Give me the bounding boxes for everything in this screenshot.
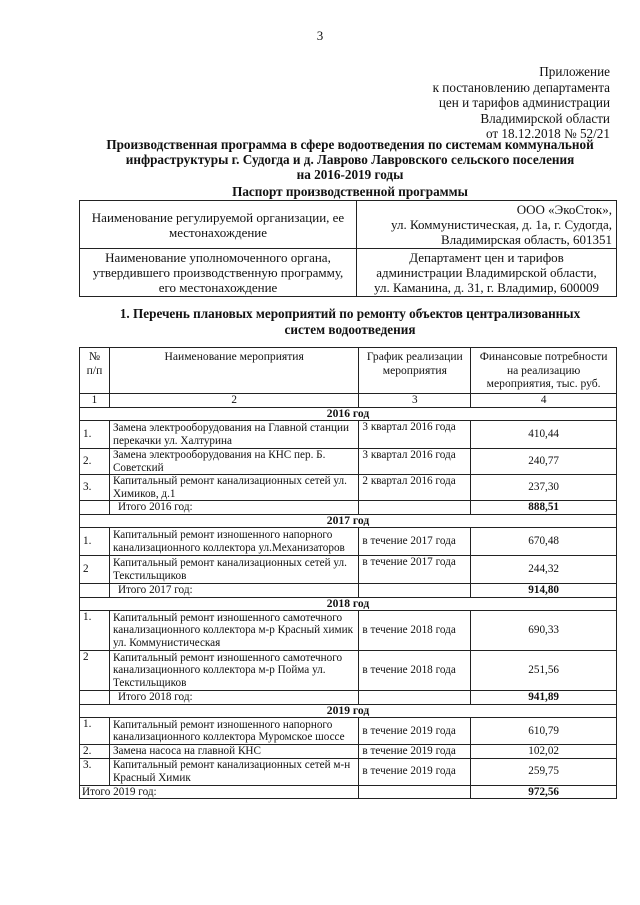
passport-heading: Паспорт производственной программы xyxy=(232,184,468,199)
total-empty-cell xyxy=(359,501,471,515)
passport-table xyxy=(79,200,617,297)
row-number: 1. xyxy=(80,421,110,449)
row-number: 3. xyxy=(80,475,110,501)
row-amount: 237,30 xyxy=(471,475,617,501)
row-number: 2. xyxy=(80,745,110,759)
row-name: Замена электрооборудования на КНС пер. Б. Советский xyxy=(109,449,358,475)
passport-value-line: Департамент цен и тарифов xyxy=(409,250,564,265)
total-row xyxy=(80,501,617,515)
document-title xyxy=(80,137,620,183)
year-label: 2019 год xyxy=(80,704,617,718)
row-schedule: 3 квартал 2016 года xyxy=(359,449,471,475)
passport-value-line: Владимирская область, 601351 xyxy=(441,232,612,247)
table-row xyxy=(80,611,617,651)
year-label: 2018 год xyxy=(80,597,617,611)
row-schedule: в течение 2019 года xyxy=(359,745,471,759)
column-number-row xyxy=(80,393,617,407)
total-row xyxy=(80,785,617,799)
passport-value-line: ул. Коммунистическая, д. 1а, г. Судогда, xyxy=(391,217,612,232)
table-row xyxy=(80,475,617,501)
row-name: Капитальный ремонт изношенного самотечного канализационного коллектора м-р Пойма ул. Текстильщиков xyxy=(109,651,358,691)
row-name: Замена электрооборудования на Главной станции перекачки ул. Халтурина xyxy=(109,421,358,449)
header-finance: Финансовые потребности на реализацию мероприятия, тыс. руб. xyxy=(471,348,617,394)
row-schedule: в течение 2017 года xyxy=(359,556,471,584)
row-name: Капитальный ремонт изношенного напорного канализационного коллектора ул.Механизаторов xyxy=(109,528,358,556)
total-empty-cell xyxy=(80,584,110,598)
row-name: Капитальный ремонт изношенного самотечного канализационного коллектора м-р Красный химик ул. Коммунистическая xyxy=(109,611,358,651)
row-number: 2 xyxy=(80,651,110,691)
section-title-line: 1. Перечень плановых мероприятий по ремонту объектов централизованных xyxy=(119,306,581,321)
table-row xyxy=(80,651,617,691)
title-line: Производственная программа в сфере водоотведения по системам коммунальной xyxy=(106,137,594,152)
year-label: 2016 год xyxy=(80,407,617,421)
appendix-line: Приложение xyxy=(539,64,610,79)
column-number: 1 xyxy=(80,393,110,407)
row-number: 2 xyxy=(80,556,110,584)
section-title-line: систем водоотведения xyxy=(284,321,416,337)
section-title xyxy=(80,306,620,337)
table-row xyxy=(80,745,617,759)
total-label: Итого 2016 год: xyxy=(109,501,358,515)
total-empty-cell xyxy=(80,691,110,705)
total-amount: 972,56 xyxy=(471,785,617,799)
header-schedule: График реализации мероприятия xyxy=(359,348,471,394)
total-label: Итого 2017 год: xyxy=(109,584,358,598)
year-row xyxy=(80,407,617,421)
appendix-block xyxy=(433,64,610,142)
row-schedule: 3 квартал 2016 года xyxy=(359,421,471,449)
row-amount: 690,33 xyxy=(471,611,617,651)
row-number: 1. xyxy=(80,528,110,556)
row-amount: 670,48 xyxy=(471,528,617,556)
total-empty-cell xyxy=(359,584,471,598)
table-row xyxy=(80,718,617,745)
passport-value-line: администрации Владимирской области, xyxy=(376,265,597,280)
table-row xyxy=(80,449,617,475)
year-row xyxy=(80,597,617,611)
passport-value-line: ООО «ЭкоСток», xyxy=(516,202,612,217)
passport-row xyxy=(80,201,617,249)
table-header-row xyxy=(80,348,617,394)
passport-value-line: ул. Каманина, д. 31, г. Владимир, 600009 xyxy=(374,280,599,295)
total-label: Итого 2019 год: xyxy=(80,785,359,799)
total-label: Итого 2018 год: xyxy=(109,691,358,705)
column-number: 3 xyxy=(359,393,471,407)
appendix-line: к постановлению департамента xyxy=(432,79,610,95)
column-number: 2 xyxy=(109,393,358,407)
year-row xyxy=(80,514,617,528)
row-name: Капитальный ремонт изношенного напорного канализационного коллектора Муромское шоссе xyxy=(109,718,358,745)
row-schedule: в течение 2018 года xyxy=(359,611,471,651)
total-empty-cell xyxy=(80,501,110,515)
passport-value xyxy=(357,201,617,249)
total-amount: 888,51 xyxy=(471,501,617,515)
row-schedule: в течение 2018 года xyxy=(359,651,471,691)
year-row xyxy=(80,704,617,718)
row-schedule: 2 квартал 2016 года xyxy=(359,475,471,501)
appendix-line: цен и тарифов администрации xyxy=(438,95,610,111)
plan-table xyxy=(79,347,617,799)
row-name: Замена насоса на главной КНС xyxy=(109,745,358,759)
column-number: 4 xyxy=(471,393,617,407)
row-number: 3. xyxy=(80,758,110,785)
header-number: № п/п xyxy=(80,348,110,394)
total-row xyxy=(80,691,617,705)
row-amount: 610,79 xyxy=(471,718,617,745)
appendix-line: Владимирской области xyxy=(480,110,610,126)
passport-label: Наименование уполномоченного органа, утвердившего производственную программу, его местонахождение xyxy=(80,249,357,297)
total-row xyxy=(80,584,617,598)
row-amount: 259,75 xyxy=(471,758,617,785)
total-empty-cell xyxy=(359,785,471,799)
row-amount: 240,77 xyxy=(471,449,617,475)
total-empty-cell xyxy=(359,691,471,705)
page-number: 3 xyxy=(316,28,324,43)
year-label: 2017 год xyxy=(80,514,617,528)
table-row xyxy=(80,421,617,449)
title-line: инфраструктуры г. Судогда и д. Лаврово Лавровского сельского поселения xyxy=(125,152,575,168)
row-number: 1. xyxy=(80,611,110,651)
row-name: Капитальный ремонт канализационных сетей ул. Текстильщиков xyxy=(109,556,358,584)
row-amount: 244,32 xyxy=(471,556,617,584)
row-number: 1. xyxy=(80,718,110,745)
row-amount: 102,02 xyxy=(471,745,617,759)
total-amount: 941,89 xyxy=(471,691,617,705)
passport-row xyxy=(80,249,617,297)
table-row xyxy=(80,556,617,584)
title-line: на 2016-2019 годы xyxy=(296,167,404,183)
row-schedule: в течение 2017 года xyxy=(359,528,471,556)
passport-label: Наименование регулируемой организации, ее местонахождение xyxy=(80,201,357,249)
table-row xyxy=(80,528,617,556)
row-number: 2. xyxy=(80,449,110,475)
row-schedule: в течение 2019 года xyxy=(359,758,471,785)
header-name: Наименование мероприятия xyxy=(109,348,358,394)
row-amount: 410,44 xyxy=(471,421,617,449)
row-name: Капитальный ремонт канализационных сетей м-н Красный Химик xyxy=(109,758,358,785)
row-amount: 251,56 xyxy=(471,651,617,691)
appendix-line: от 18.12.2018 № 52/21 xyxy=(485,126,610,142)
table-row xyxy=(80,758,617,785)
total-amount: 914,80 xyxy=(471,584,617,598)
row-schedule: в течение 2019 года xyxy=(359,718,471,745)
row-name: Капитальный ремонт канализационных сетей ул. Химиков, д.1 xyxy=(109,475,358,501)
passport-value xyxy=(357,249,617,297)
